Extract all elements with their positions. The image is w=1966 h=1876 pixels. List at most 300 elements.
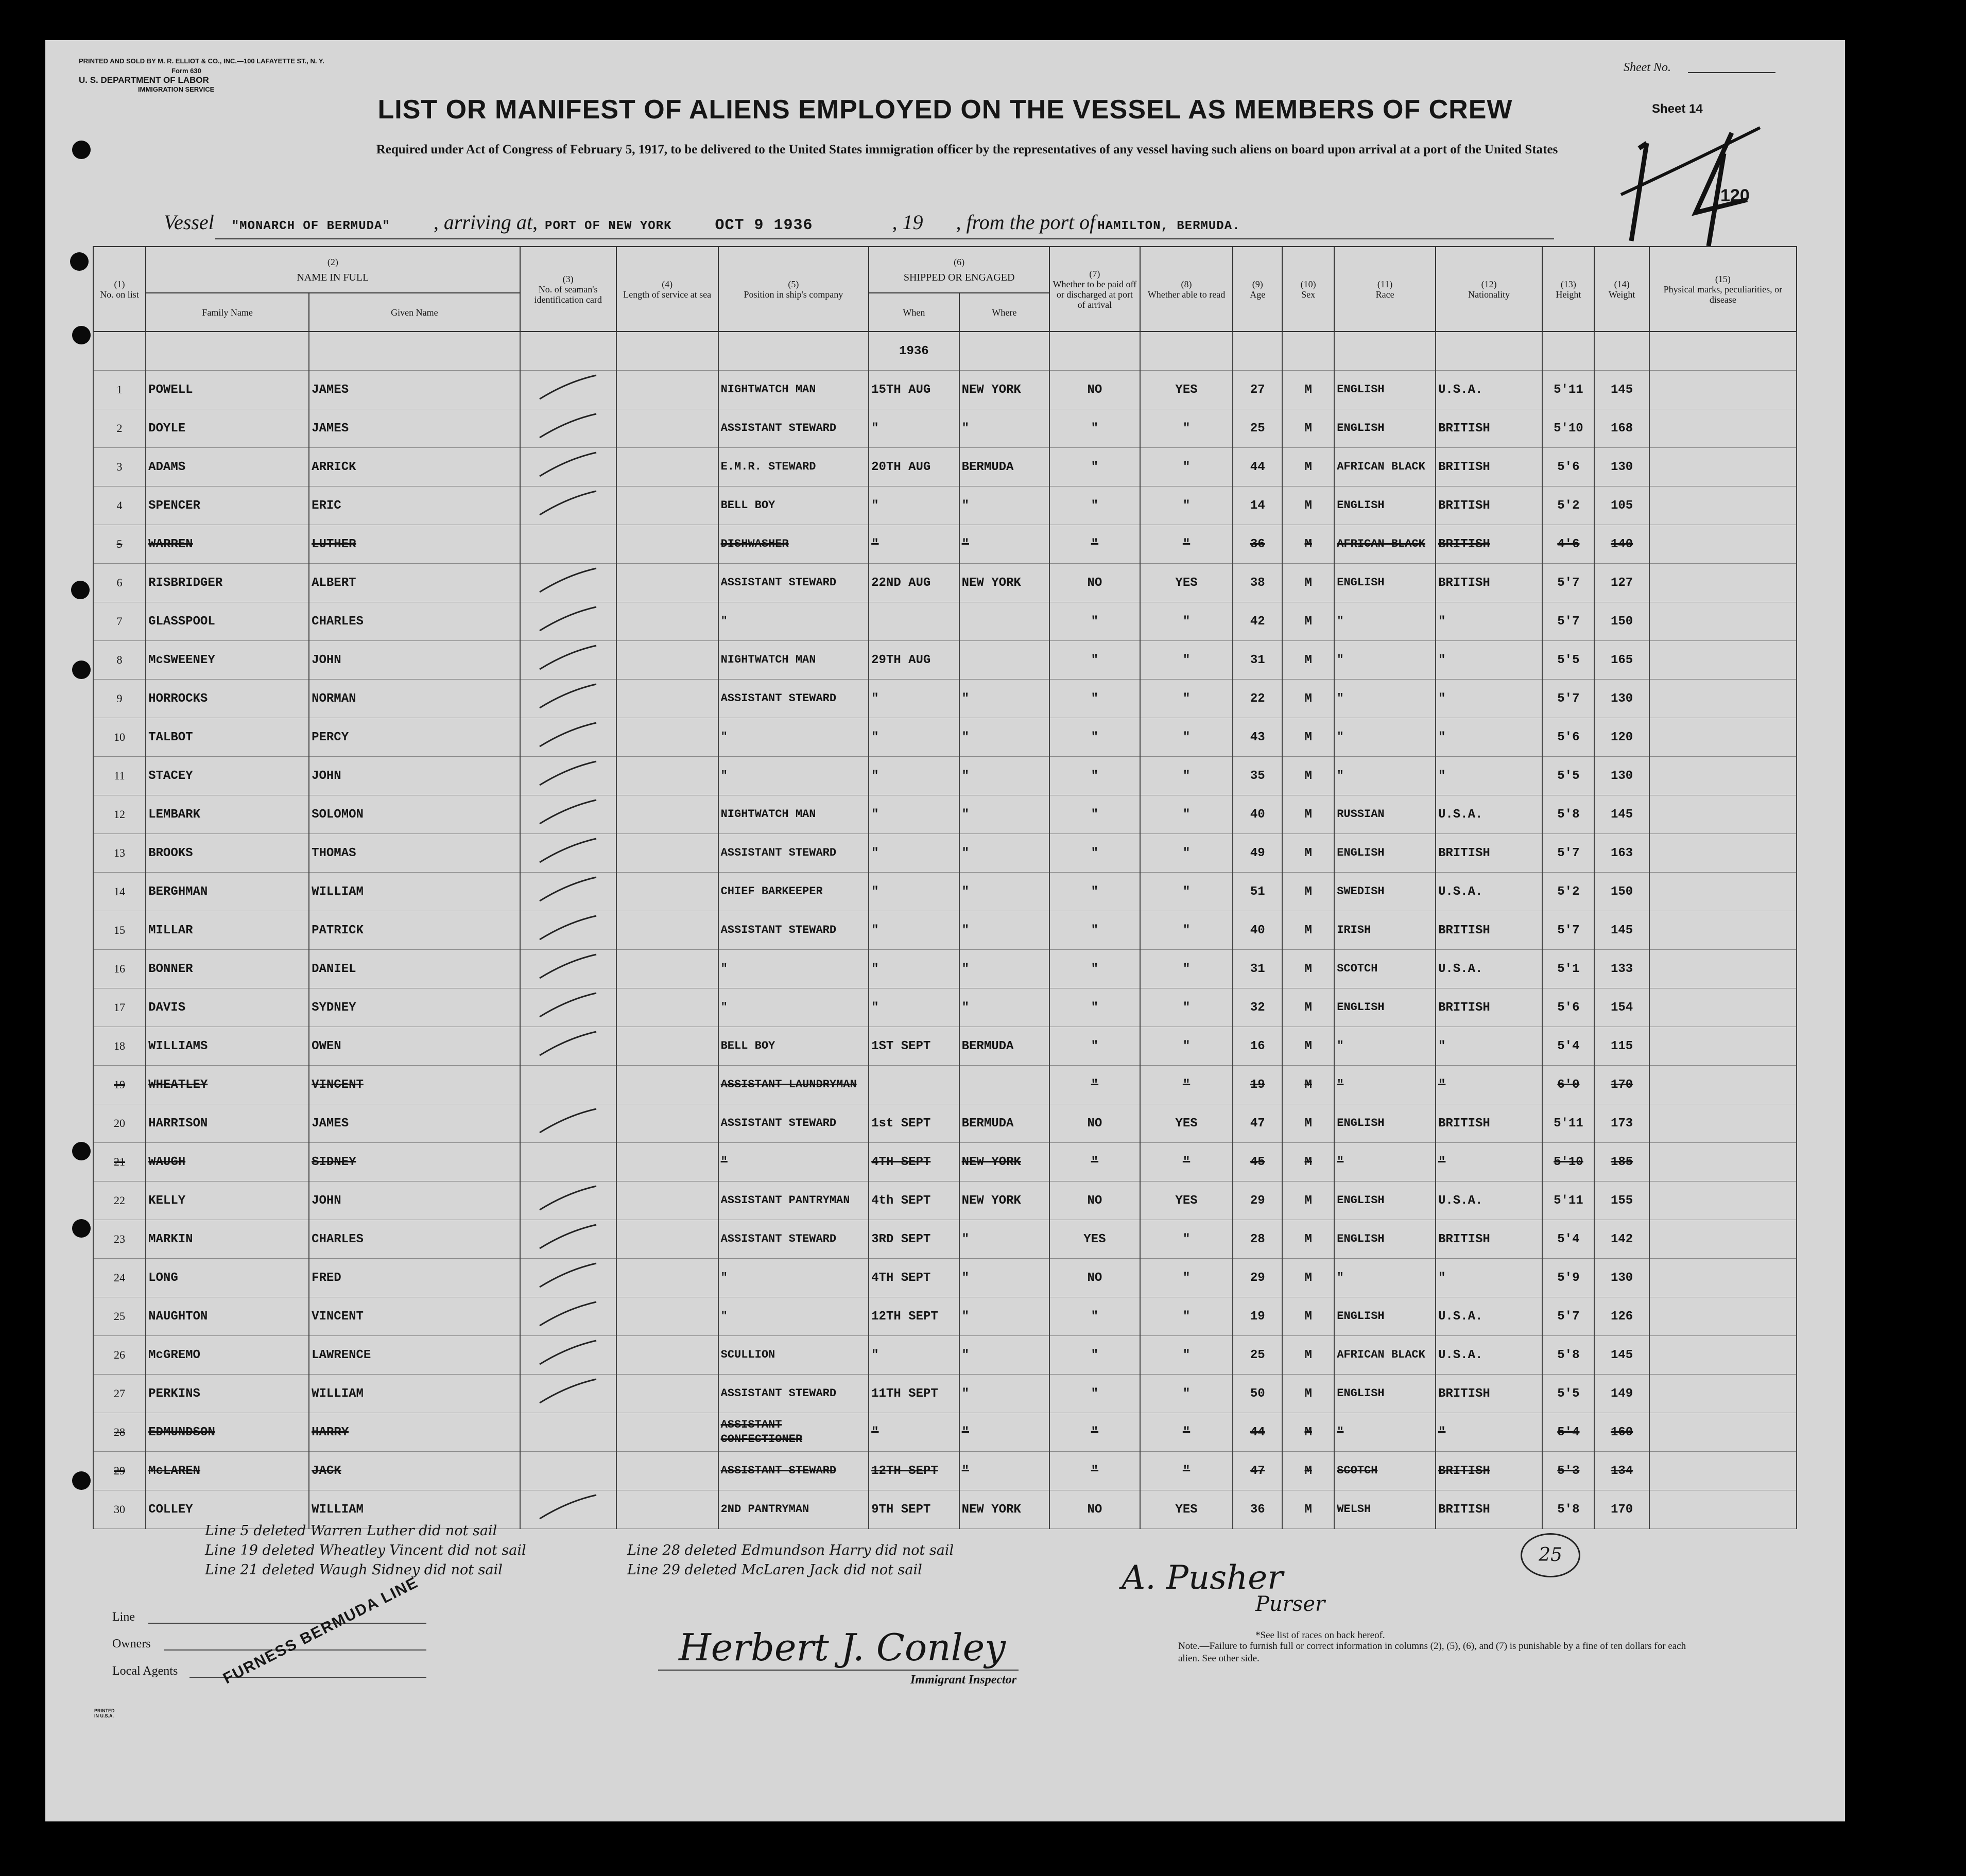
paid-off-cell: "	[1049, 1297, 1140, 1336]
printed-mark: PRINTED IN U.S.A.	[94, 1708, 115, 1718]
sex-cell: M	[1282, 1452, 1334, 1490]
nationality-cell: "	[1436, 718, 1542, 757]
shipped-when-cell: "	[869, 487, 959, 525]
race-cell: SCOTCH	[1334, 1452, 1436, 1490]
service-length-cell	[616, 680, 718, 718]
service-label: IMMIGRATION SERVICE	[138, 85, 215, 93]
shipped-when-cell: "	[869, 409, 959, 448]
company-stamp: FURNESS BERMUDA LINE	[220, 1574, 421, 1688]
race-cell: "	[1334, 718, 1436, 757]
given-name-cell: OWEN	[309, 1027, 520, 1066]
height-cell: 5'11	[1542, 1182, 1594, 1220]
race-cell: ENGLISH	[1334, 988, 1436, 1027]
shipped-when-cell: 29TH AUG	[869, 641, 959, 680]
col-read-header: (8) Whether able to read	[1140, 247, 1233, 332]
physical-marks-cell	[1649, 487, 1797, 525]
sex-cell: M	[1282, 757, 1334, 795]
family-name-cell: POWELL	[146, 371, 309, 409]
physical-marks-cell	[1649, 757, 1797, 795]
position-cell: E.M.R. STEWARD	[718, 448, 869, 487]
service-length-cell	[616, 988, 718, 1027]
id-card-cell	[520, 1336, 616, 1375]
given-name-cell: THOMAS	[309, 834, 520, 873]
given-name-cell: JAMES	[309, 409, 520, 448]
able-to-read-cell: "	[1140, 873, 1233, 911]
nationality-cell: "	[1436, 641, 1542, 680]
able-to-read-cell: "	[1140, 409, 1233, 448]
row-number-cell: 15	[93, 911, 146, 950]
physical-marks-cell	[1649, 448, 1797, 487]
height-cell: 5'6	[1542, 718, 1594, 757]
service-length-cell	[616, 1182, 718, 1220]
arriving-label: , arriving at,	[433, 211, 538, 234]
height-cell: 5'7	[1542, 680, 1594, 718]
given-name-cell: PERCY	[309, 718, 520, 757]
age-cell: 45	[1233, 1143, 1282, 1182]
height-cell: 5'10	[1542, 409, 1594, 448]
family-name-cell: RISBRIDGER	[146, 564, 309, 602]
physical-marks-cell	[1649, 1452, 1797, 1490]
paid-off-cell: "	[1049, 988, 1140, 1027]
height-cell: 5'3	[1542, 1452, 1594, 1490]
given-name-cell: CHARLES	[309, 602, 520, 641]
service-length-cell	[616, 1220, 718, 1259]
col-service-header: (4) Length of service at sea	[616, 247, 718, 332]
given-name-cell: LUTHER	[309, 525, 520, 564]
shipped-where-cell: "	[959, 757, 1050, 795]
able-to-read-cell: "	[1140, 525, 1233, 564]
position-cell: "	[718, 1297, 869, 1336]
row-number-cell: 29	[93, 1452, 146, 1490]
family-name-cell: MARKIN	[146, 1220, 309, 1259]
row-number-cell: 7	[93, 602, 146, 641]
able-to-read-cell: "	[1140, 718, 1233, 757]
race-cell: RUSSIAN	[1334, 795, 1436, 834]
age-cell: 47	[1233, 1104, 1282, 1143]
shipped-when-cell: 9TH SEPT	[869, 1490, 959, 1529]
shipped-where-cell: "	[959, 950, 1050, 988]
given-name-cell: VINCENT	[309, 1066, 520, 1104]
weight-cell: 140	[1594, 525, 1649, 564]
shipped-where-cell: "	[959, 1259, 1050, 1297]
height-cell: 4'6	[1542, 525, 1594, 564]
vessel-label: Vessel	[164, 211, 214, 234]
shipped-where-cell: BERMUDA	[959, 448, 1050, 487]
service-length-cell	[616, 757, 718, 795]
family-name-cell: DOYLE	[146, 409, 309, 448]
id-card-check-mark	[537, 797, 599, 828]
id-card-check-mark	[537, 758, 599, 789]
shipped-when-cell: "	[869, 1336, 959, 1375]
race-cell: "	[1334, 680, 1436, 718]
row-number-cell: 17	[93, 988, 146, 1027]
height-cell: 5'11	[1542, 371, 1594, 409]
nationality-cell: U.S.A.	[1436, 371, 1542, 409]
position-cell: ASSISTANT STEWARD	[718, 911, 869, 950]
id-card-cell	[520, 564, 616, 602]
position-cell: ASSISTANT STEWARD	[718, 564, 869, 602]
able-to-read-cell: "	[1140, 1452, 1233, 1490]
age-cell: 38	[1233, 564, 1282, 602]
sheet-label: Sheet 14	[1652, 102, 1703, 116]
nationality-cell: BRITISH	[1436, 1220, 1542, 1259]
paid-off-cell: "	[1049, 834, 1140, 873]
able-to-read-cell: "	[1140, 1375, 1233, 1413]
nationality-cell: BRITISH	[1436, 487, 1542, 525]
family-name-cell: KELLY	[146, 1182, 309, 1220]
service-length-cell	[616, 1066, 718, 1104]
inspector-label: Immigrant Inspector	[910, 1673, 1017, 1687]
row-number-cell: 4	[93, 487, 146, 525]
sheet-no-line	[1688, 72, 1775, 73]
shipped-when-cell: 3RD SEPT	[869, 1220, 959, 1259]
position-cell: ASSISTANT STEWARD	[718, 834, 869, 873]
nationality-cell: BRITISH	[1436, 525, 1542, 564]
paid-off-cell: "	[1049, 1027, 1140, 1066]
able-to-read-cell: "	[1140, 911, 1233, 950]
given-name-cell: SIDNEY	[309, 1143, 520, 1182]
race-cell: "	[1334, 757, 1436, 795]
shipped-where-cell: NEW YORK	[959, 1143, 1050, 1182]
table-row	[93, 371, 1797, 409]
paid-off-cell: "	[1049, 950, 1140, 988]
nationality-cell: BRITISH	[1436, 911, 1542, 950]
sex-cell: M	[1282, 409, 1334, 448]
sex-cell: M	[1282, 795, 1334, 834]
col-nationality-header: (12) Nationality	[1436, 247, 1542, 332]
shipped-when-cell: 1ST SEPT	[869, 1027, 959, 1066]
weight-cell: 150	[1594, 873, 1649, 911]
nationality-cell: BRITISH	[1436, 1490, 1542, 1529]
nationality-cell: "	[1436, 1027, 1542, 1066]
id-card-check-mark	[537, 488, 599, 519]
sex-cell: M	[1282, 1413, 1334, 1452]
age-cell: 42	[1233, 602, 1282, 641]
age-cell: 27	[1233, 371, 1282, 409]
binder-hole	[72, 1142, 91, 1160]
crew-rows	[93, 371, 1797, 1529]
shipped-when-cell: "	[869, 1413, 959, 1452]
id-card-cell	[520, 873, 616, 911]
table-row	[93, 1143, 1797, 1182]
physical-marks-cell	[1649, 1490, 1797, 1529]
col-paid-off-header: (7) Whether to be paid off or discharged at port of arrival	[1049, 247, 1140, 332]
id-card-cell	[520, 371, 616, 409]
physical-marks-cell	[1649, 795, 1797, 834]
id-card-cell	[520, 911, 616, 950]
able-to-read-cell: "	[1140, 602, 1233, 641]
height-cell: 5'4	[1542, 1413, 1594, 1452]
row-number-cell: 13	[93, 834, 146, 873]
given-name-cell: WILLIAM	[309, 1375, 520, 1413]
race-cell: ENGLISH	[1334, 409, 1436, 448]
printer-credit: PRINTED AND SOLD BY M. R. ELLIOT & CO., INC.—100 LAFAYETTE ST., N. Y.	[79, 57, 324, 65]
col-where-header: Where	[959, 293, 1050, 332]
id-card-check-mark	[537, 642, 599, 673]
row-number-cell: 9	[93, 680, 146, 718]
height-cell: 5'11	[1542, 1104, 1594, 1143]
weight-cell: 145	[1594, 795, 1649, 834]
race-cell: AFRICAN BLACK	[1334, 448, 1436, 487]
from-port: HAMILTON, BERMUDA.	[1097, 219, 1240, 233]
given-name-cell: ERIC	[309, 487, 520, 525]
row-number-cell: 18	[93, 1027, 146, 1066]
binder-hole	[72, 1471, 91, 1490]
paid-off-cell: NO	[1049, 1259, 1140, 1297]
table-row	[93, 409, 1797, 448]
col-name-header: (2) NAME IN FULL	[146, 247, 520, 293]
shipped-where-cell: "	[959, 487, 1050, 525]
id-card-check-mark	[537, 1337, 599, 1368]
paid-off-cell: "	[1049, 718, 1140, 757]
age-cell: 25	[1233, 409, 1282, 448]
position-cell: CHIEF BARKEEPER	[718, 873, 869, 911]
height-cell: 5'7	[1542, 564, 1594, 602]
deletion-note: Line 29 deleted McLaren Jack did not sail	[627, 1562, 922, 1578]
able-to-read-cell: "	[1140, 1066, 1233, 1104]
row-number-cell: 11	[93, 757, 146, 795]
weight-cell: 149	[1594, 1375, 1649, 1413]
weight-cell: 120	[1594, 718, 1649, 757]
race-cell: IRISH	[1334, 911, 1436, 950]
race-cell: ENGLISH	[1334, 834, 1436, 873]
shipped-when-cell: "	[869, 718, 959, 757]
age-cell: 47	[1233, 1452, 1282, 1490]
page-title: LIST OR MANIFEST OF ALIENS EMPLOYED ON THE VESSEL AS MEMBERS OF CREW	[377, 95, 1513, 125]
position-cell: BELL BOY	[718, 487, 869, 525]
service-length-cell	[616, 718, 718, 757]
position-cell: "	[718, 602, 869, 641]
id-card-cell	[520, 1452, 616, 1490]
given-name-cell: SOLOMON	[309, 795, 520, 834]
service-length-cell	[616, 1297, 718, 1336]
binder-hole	[72, 326, 91, 344]
shipped-when-cell: 22ND AUG	[869, 564, 959, 602]
col-weight-header: (14) Weight	[1594, 247, 1649, 332]
deletion-note: Line 19 deleted Wheatley Vincent did not sail	[205, 1542, 526, 1558]
service-length-cell	[616, 911, 718, 950]
physical-marks-cell	[1649, 564, 1797, 602]
nationality-cell: U.S.A.	[1436, 1336, 1542, 1375]
paid-off-cell: YES	[1049, 1220, 1140, 1259]
able-to-read-cell: "	[1140, 950, 1233, 988]
race-cell: WELSH	[1334, 1490, 1436, 1529]
height-cell: 5'5	[1542, 757, 1594, 795]
id-card-cell	[520, 1490, 616, 1529]
able-to-read-cell: YES	[1140, 564, 1233, 602]
paid-off-cell: "	[1049, 911, 1140, 950]
height-cell: 5'2	[1542, 487, 1594, 525]
table-row	[93, 1452, 1797, 1490]
shipped-where-cell: "	[959, 1452, 1050, 1490]
id-card-check-mark	[537, 1376, 599, 1407]
service-length-cell	[616, 1027, 718, 1066]
sex-cell: M	[1282, 371, 1334, 409]
year-note: 1936	[869, 332, 959, 371]
service-length-cell	[616, 641, 718, 680]
race-cell: ENGLISH	[1334, 1182, 1436, 1220]
id-card-cell	[520, 680, 616, 718]
position-cell: ASSISTANT STEWARD	[718, 1375, 869, 1413]
line-label: Line	[112, 1610, 135, 1624]
given-name-cell: VINCENT	[309, 1297, 520, 1336]
given-name-cell: JOHN	[309, 757, 520, 795]
vessel-underline	[215, 238, 1554, 239]
from-label: , from the port of	[956, 211, 1096, 234]
nationality-cell: "	[1436, 1066, 1542, 1104]
row-number-cell: 23	[93, 1220, 146, 1259]
family-name-cell: DAVIS	[146, 988, 309, 1027]
id-card-cell	[520, 448, 616, 487]
paid-off-cell: "	[1049, 757, 1140, 795]
sex-cell: M	[1282, 988, 1334, 1027]
table-row	[93, 641, 1797, 680]
age-cell: 50	[1233, 1375, 1282, 1413]
id-card-cell	[520, 1104, 616, 1143]
position-cell: "	[718, 988, 869, 1027]
given-name-cell: ARRICK	[309, 448, 520, 487]
weight-cell: 145	[1594, 371, 1649, 409]
id-card-check-mark	[537, 1299, 599, 1330]
family-name-cell: NAUGHTON	[146, 1297, 309, 1336]
id-card-cell	[520, 834, 616, 873]
family-name-cell: McGREMO	[146, 1336, 309, 1375]
id-card-check-mark	[537, 449, 599, 480]
given-name-cell: PATRICK	[309, 911, 520, 950]
given-name-cell: WILLIAM	[309, 1490, 520, 1529]
department-label: U. S. DEPARTMENT OF LABOR	[79, 75, 209, 85]
paid-off-cell: NO	[1049, 1490, 1140, 1529]
line-field	[148, 1622, 426, 1624]
height-cell: 5'9	[1542, 1259, 1594, 1297]
race-cell: "	[1334, 1027, 1436, 1066]
shipped-when-cell: "	[869, 988, 959, 1027]
weight-cell: 127	[1594, 564, 1649, 602]
manifest-page	[45, 40, 1845, 1821]
nationality-cell: "	[1436, 1259, 1542, 1297]
able-to-read-cell: "	[1140, 1220, 1233, 1259]
weight-cell: 163	[1594, 834, 1649, 873]
race-cell: "	[1334, 1413, 1436, 1452]
shipped-where-cell: "	[959, 718, 1050, 757]
family-name-cell: LONG	[146, 1259, 309, 1297]
weight-cell: 185	[1594, 1143, 1649, 1182]
table-row	[93, 1375, 1797, 1413]
id-card-cell	[520, 487, 616, 525]
shipped-when-cell: 11TH SEPT	[869, 1375, 959, 1413]
sex-cell: M	[1282, 1297, 1334, 1336]
position-cell: "	[718, 1259, 869, 1297]
row-number-cell: 1	[93, 371, 146, 409]
id-card-check-mark	[537, 1260, 599, 1291]
row-number-cell: 3	[93, 448, 146, 487]
sex-cell: M	[1282, 1104, 1334, 1143]
shipped-when-cell: 1st SEPT	[869, 1104, 959, 1143]
able-to-read-cell: YES	[1140, 1182, 1233, 1220]
service-length-cell	[616, 409, 718, 448]
row-number-cell: 22	[93, 1182, 146, 1220]
paid-off-cell: "	[1049, 1143, 1140, 1182]
table-row	[93, 1220, 1797, 1259]
row-number-cell: 25	[93, 1297, 146, 1336]
id-card-cell	[520, 602, 616, 641]
family-name-cell: STACEY	[146, 757, 309, 795]
row-number-cell: 24	[93, 1259, 146, 1297]
sex-cell: M	[1282, 1490, 1334, 1529]
height-cell: 5'4	[1542, 1220, 1594, 1259]
height-cell: 6'0	[1542, 1066, 1594, 1104]
id-card-cell	[520, 795, 616, 834]
family-name-cell: WAUGH	[146, 1143, 309, 1182]
nationality-cell: U.S.A.	[1436, 795, 1542, 834]
height-cell: 5'7	[1542, 911, 1594, 950]
col-sex-header: (10) Sex	[1282, 247, 1334, 332]
paid-off-cell: "	[1049, 448, 1140, 487]
shipped-when-cell	[869, 602, 959, 641]
sex-cell: M	[1282, 525, 1334, 564]
weight-cell: 142	[1594, 1220, 1649, 1259]
family-name-cell: HARRISON	[146, 1104, 309, 1143]
shipped-where-cell	[959, 602, 1050, 641]
id-card-check-mark	[537, 1029, 599, 1059]
family-name-cell: WARREN	[146, 525, 309, 564]
given-name-cell: JAMES	[309, 1104, 520, 1143]
table-row	[93, 602, 1797, 641]
service-length-cell	[616, 564, 718, 602]
paid-off-cell: "	[1049, 1375, 1140, 1413]
family-name-cell: SPENCER	[146, 487, 309, 525]
vessel-name: "MONARCH OF BERMUDA"	[231, 219, 390, 233]
binder-hole	[72, 141, 91, 159]
table-row	[93, 1259, 1797, 1297]
id-card-check-mark	[537, 604, 599, 635]
service-length-cell	[616, 448, 718, 487]
weight-cell: 165	[1594, 641, 1649, 680]
weight-cell: 130	[1594, 757, 1649, 795]
nationality-cell: BRITISH	[1436, 1104, 1542, 1143]
family-name-cell: GLASSPOOL	[146, 602, 309, 641]
vessel-line	[164, 210, 1554, 241]
deletion-note: Line 28 deleted Edmundson Harry did not sail	[627, 1542, 954, 1558]
physical-marks-cell	[1649, 1220, 1797, 1259]
height-cell: 5'7	[1542, 1297, 1594, 1336]
col-height-header: (13) Height	[1542, 247, 1594, 332]
weight-cell: 160	[1594, 1413, 1649, 1452]
paid-off-cell: "	[1049, 680, 1140, 718]
weight-cell: 126	[1594, 1297, 1649, 1336]
given-name-cell: LAWRENCE	[309, 1336, 520, 1375]
given-name-cell: SYDNEY	[309, 988, 520, 1027]
shipped-when-cell: "	[869, 873, 959, 911]
height-cell: 5'6	[1542, 988, 1594, 1027]
table-row	[93, 795, 1797, 834]
family-name-cell: BERGHMAN	[146, 873, 309, 911]
shipped-where-cell: "	[959, 1220, 1050, 1259]
position-cell: "	[718, 950, 869, 988]
physical-marks-cell	[1649, 641, 1797, 680]
height-cell: 5'2	[1542, 873, 1594, 911]
arriving-port: PORT OF NEW YORK	[545, 219, 672, 233]
given-name-cell: JOHN	[309, 1182, 520, 1220]
id-card-check-mark	[537, 681, 599, 712]
service-length-cell	[616, 1452, 718, 1490]
shipped-where-cell: BERMUDA	[959, 1027, 1050, 1066]
id-card-cell	[520, 1182, 616, 1220]
binder-hole	[72, 1219, 91, 1238]
shipped-when-cell: "	[869, 525, 959, 564]
form-number: Form 630	[171, 67, 201, 75]
table-row	[93, 873, 1797, 911]
